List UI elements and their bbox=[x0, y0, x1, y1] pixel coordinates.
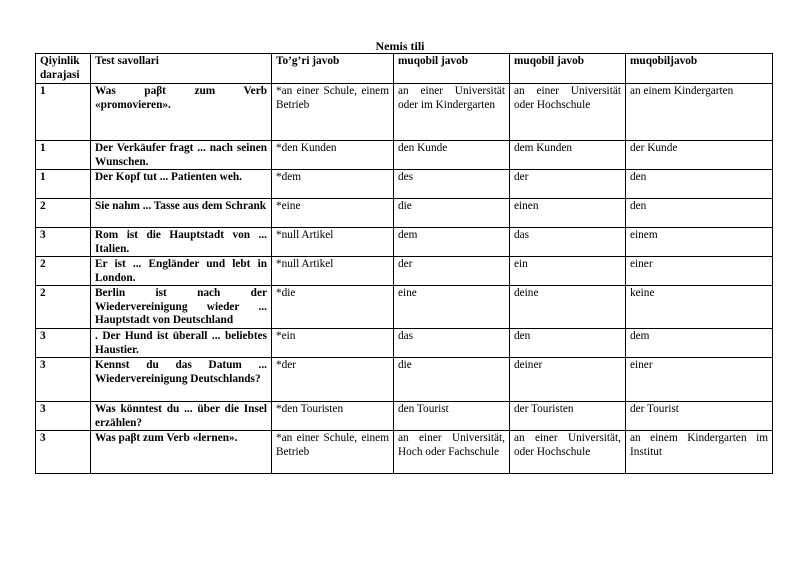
cell-alternative-answer-2: das bbox=[510, 228, 626, 257]
table-row bbox=[36, 199, 773, 228]
cell-question: Der Verkäufer fragt ... nach seinen Wunschen. bbox=[91, 141, 272, 170]
cell-alternative-answer-3: einer bbox=[626, 257, 773, 286]
cell-difficulty-level: 3 bbox=[36, 329, 91, 358]
cell-alternative-answer-3: der Kunde bbox=[626, 141, 773, 170]
cell-alternative-answer-1: an einer Universität oder im Kindergarten bbox=[394, 84, 510, 141]
cell-alternative-answer-3: dem bbox=[626, 329, 773, 358]
cell-difficulty-level: 1 bbox=[36, 170, 91, 199]
cell-alternative-answer-2: deine bbox=[510, 286, 626, 329]
cell-alternative-answer-3: einer bbox=[626, 358, 773, 402]
cell-alternative-answer-1: der bbox=[394, 257, 510, 286]
cell-difficulty-level: 3 bbox=[36, 402, 91, 431]
header-difficulty-level: Qiyinlik darajasi bbox=[36, 54, 91, 84]
cell-alternative-answer-1: die bbox=[394, 358, 510, 402]
table-row bbox=[36, 286, 773, 329]
cell-correct-answer: *ein bbox=[272, 329, 394, 358]
cell-alternative-answer-1: an einer Universität, Hoch oder Fachschule bbox=[394, 431, 510, 474]
cell-difficulty-level: 3 bbox=[36, 431, 91, 474]
cell-correct-answer: *der bbox=[272, 358, 394, 402]
cell-alternative-answer-2: an einer Universität oder Hochschule bbox=[510, 84, 626, 141]
table-row bbox=[36, 141, 773, 170]
cell-difficulty-level: 3 bbox=[36, 228, 91, 257]
cell-question: Der Kopf tut ... Patienten weh. bbox=[91, 170, 272, 199]
cell-alternative-answer-1: eine bbox=[394, 286, 510, 329]
table-row bbox=[36, 402, 773, 431]
table-row bbox=[36, 358, 773, 402]
cell-question: . Der Hund ist überall ... beliebtes Haustier. bbox=[91, 329, 272, 358]
cell-difficulty-level: 2 bbox=[36, 199, 91, 228]
cell-alternative-answer-2: den bbox=[510, 329, 626, 358]
cell-difficulty-level: 3 bbox=[36, 358, 91, 402]
table-row bbox=[36, 228, 773, 257]
table-row bbox=[36, 431, 773, 474]
cell-alternative-answer-2: der bbox=[510, 170, 626, 199]
cell-alternative-answer-1: des bbox=[394, 170, 510, 199]
table-row bbox=[36, 329, 773, 358]
cell-alternative-answer-3: den bbox=[626, 170, 773, 199]
cell-alternative-answer-1: das bbox=[394, 329, 510, 358]
test-questions-table bbox=[35, 53, 773, 474]
table-row bbox=[36, 257, 773, 286]
table-row bbox=[36, 170, 773, 199]
cell-question: Er ist ... Engländer und lebt in London. bbox=[91, 257, 272, 286]
cell-correct-answer: *den Kunden bbox=[272, 141, 394, 170]
cell-alternative-answer-2: deiner bbox=[510, 358, 626, 402]
cell-question: Was paβt zum Verb «promovieren». bbox=[91, 84, 272, 141]
cell-correct-answer: *an einer Schule, einem Betrieb bbox=[272, 431, 394, 474]
cell-alternative-answer-1: den Tourist bbox=[394, 402, 510, 431]
cell-difficulty-level: 2 bbox=[36, 286, 91, 329]
cell-alternative-answer-3: den bbox=[626, 199, 773, 228]
header-correct-answer: To’g’ri javob bbox=[272, 54, 394, 84]
cell-alternative-answer-1: die bbox=[394, 199, 510, 228]
cell-correct-answer: *eine bbox=[272, 199, 394, 228]
header-alternative-answer-2: muqobil javob bbox=[510, 54, 626, 84]
cell-alternative-answer-2: dem Kunden bbox=[510, 141, 626, 170]
cell-alternative-answer-1: dem bbox=[394, 228, 510, 257]
cell-alternative-answer-3: der Tourist bbox=[626, 402, 773, 431]
cell-alternative-answer-3: keine bbox=[626, 286, 773, 329]
cell-correct-answer: *die bbox=[272, 286, 394, 329]
cell-question: Berlin ist nach der Wiedervereinigung wieder ... Hauptstadt von Deutschland bbox=[91, 286, 272, 329]
cell-alternative-answer-2: der Touristen bbox=[510, 402, 626, 431]
header-alternative-answer-1: muqobil javob bbox=[394, 54, 510, 84]
cell-difficulty-level: 2 bbox=[36, 257, 91, 286]
cell-correct-answer: *den Touristen bbox=[272, 402, 394, 431]
cell-alternative-answer-3: an einem Kindergarten im Institut bbox=[626, 431, 773, 474]
cell-difficulty-level: 1 bbox=[36, 141, 91, 170]
cell-question: Rom ist die Hauptstadt von ... Italien. bbox=[91, 228, 272, 257]
cell-correct-answer: *null Artikel bbox=[272, 228, 394, 257]
table-row bbox=[36, 84, 773, 141]
cell-alternative-answer-2: einen bbox=[510, 199, 626, 228]
cell-alternative-answer-3: an einem Kindergarten bbox=[626, 84, 773, 141]
cell-correct-answer: *an einer Schule, einem Betrieb bbox=[272, 84, 394, 141]
cell-alternative-answer-3: einem bbox=[626, 228, 773, 257]
cell-correct-answer: *dem bbox=[272, 170, 394, 199]
table-header-row bbox=[36, 54, 773, 84]
cell-correct-answer: *null Artikel bbox=[272, 257, 394, 286]
cell-alternative-answer-2: ein bbox=[510, 257, 626, 286]
header-alternative-answer-3: muqobiljavob bbox=[626, 54, 773, 84]
cell-question: Was paβt zum Verb «lernen». bbox=[91, 431, 272, 474]
header-test-questions: Test savollari bbox=[91, 54, 272, 84]
cell-alternative-answer-2: an einer Universität, oder Hochschule bbox=[510, 431, 626, 474]
cell-alternative-answer-1: den Kunde bbox=[394, 141, 510, 170]
cell-difficulty-level: 1 bbox=[36, 84, 91, 141]
cell-question: Sie nahm ... Tasse aus dem Schrank bbox=[91, 199, 272, 228]
cell-question: Kennst du das Datum ... Wiedervereinigung Deutschlands? bbox=[91, 358, 272, 402]
cell-question: Was könntest du ... über die Insel erzählen? bbox=[91, 402, 272, 431]
document-title: Nemis tili bbox=[375, 39, 425, 53]
